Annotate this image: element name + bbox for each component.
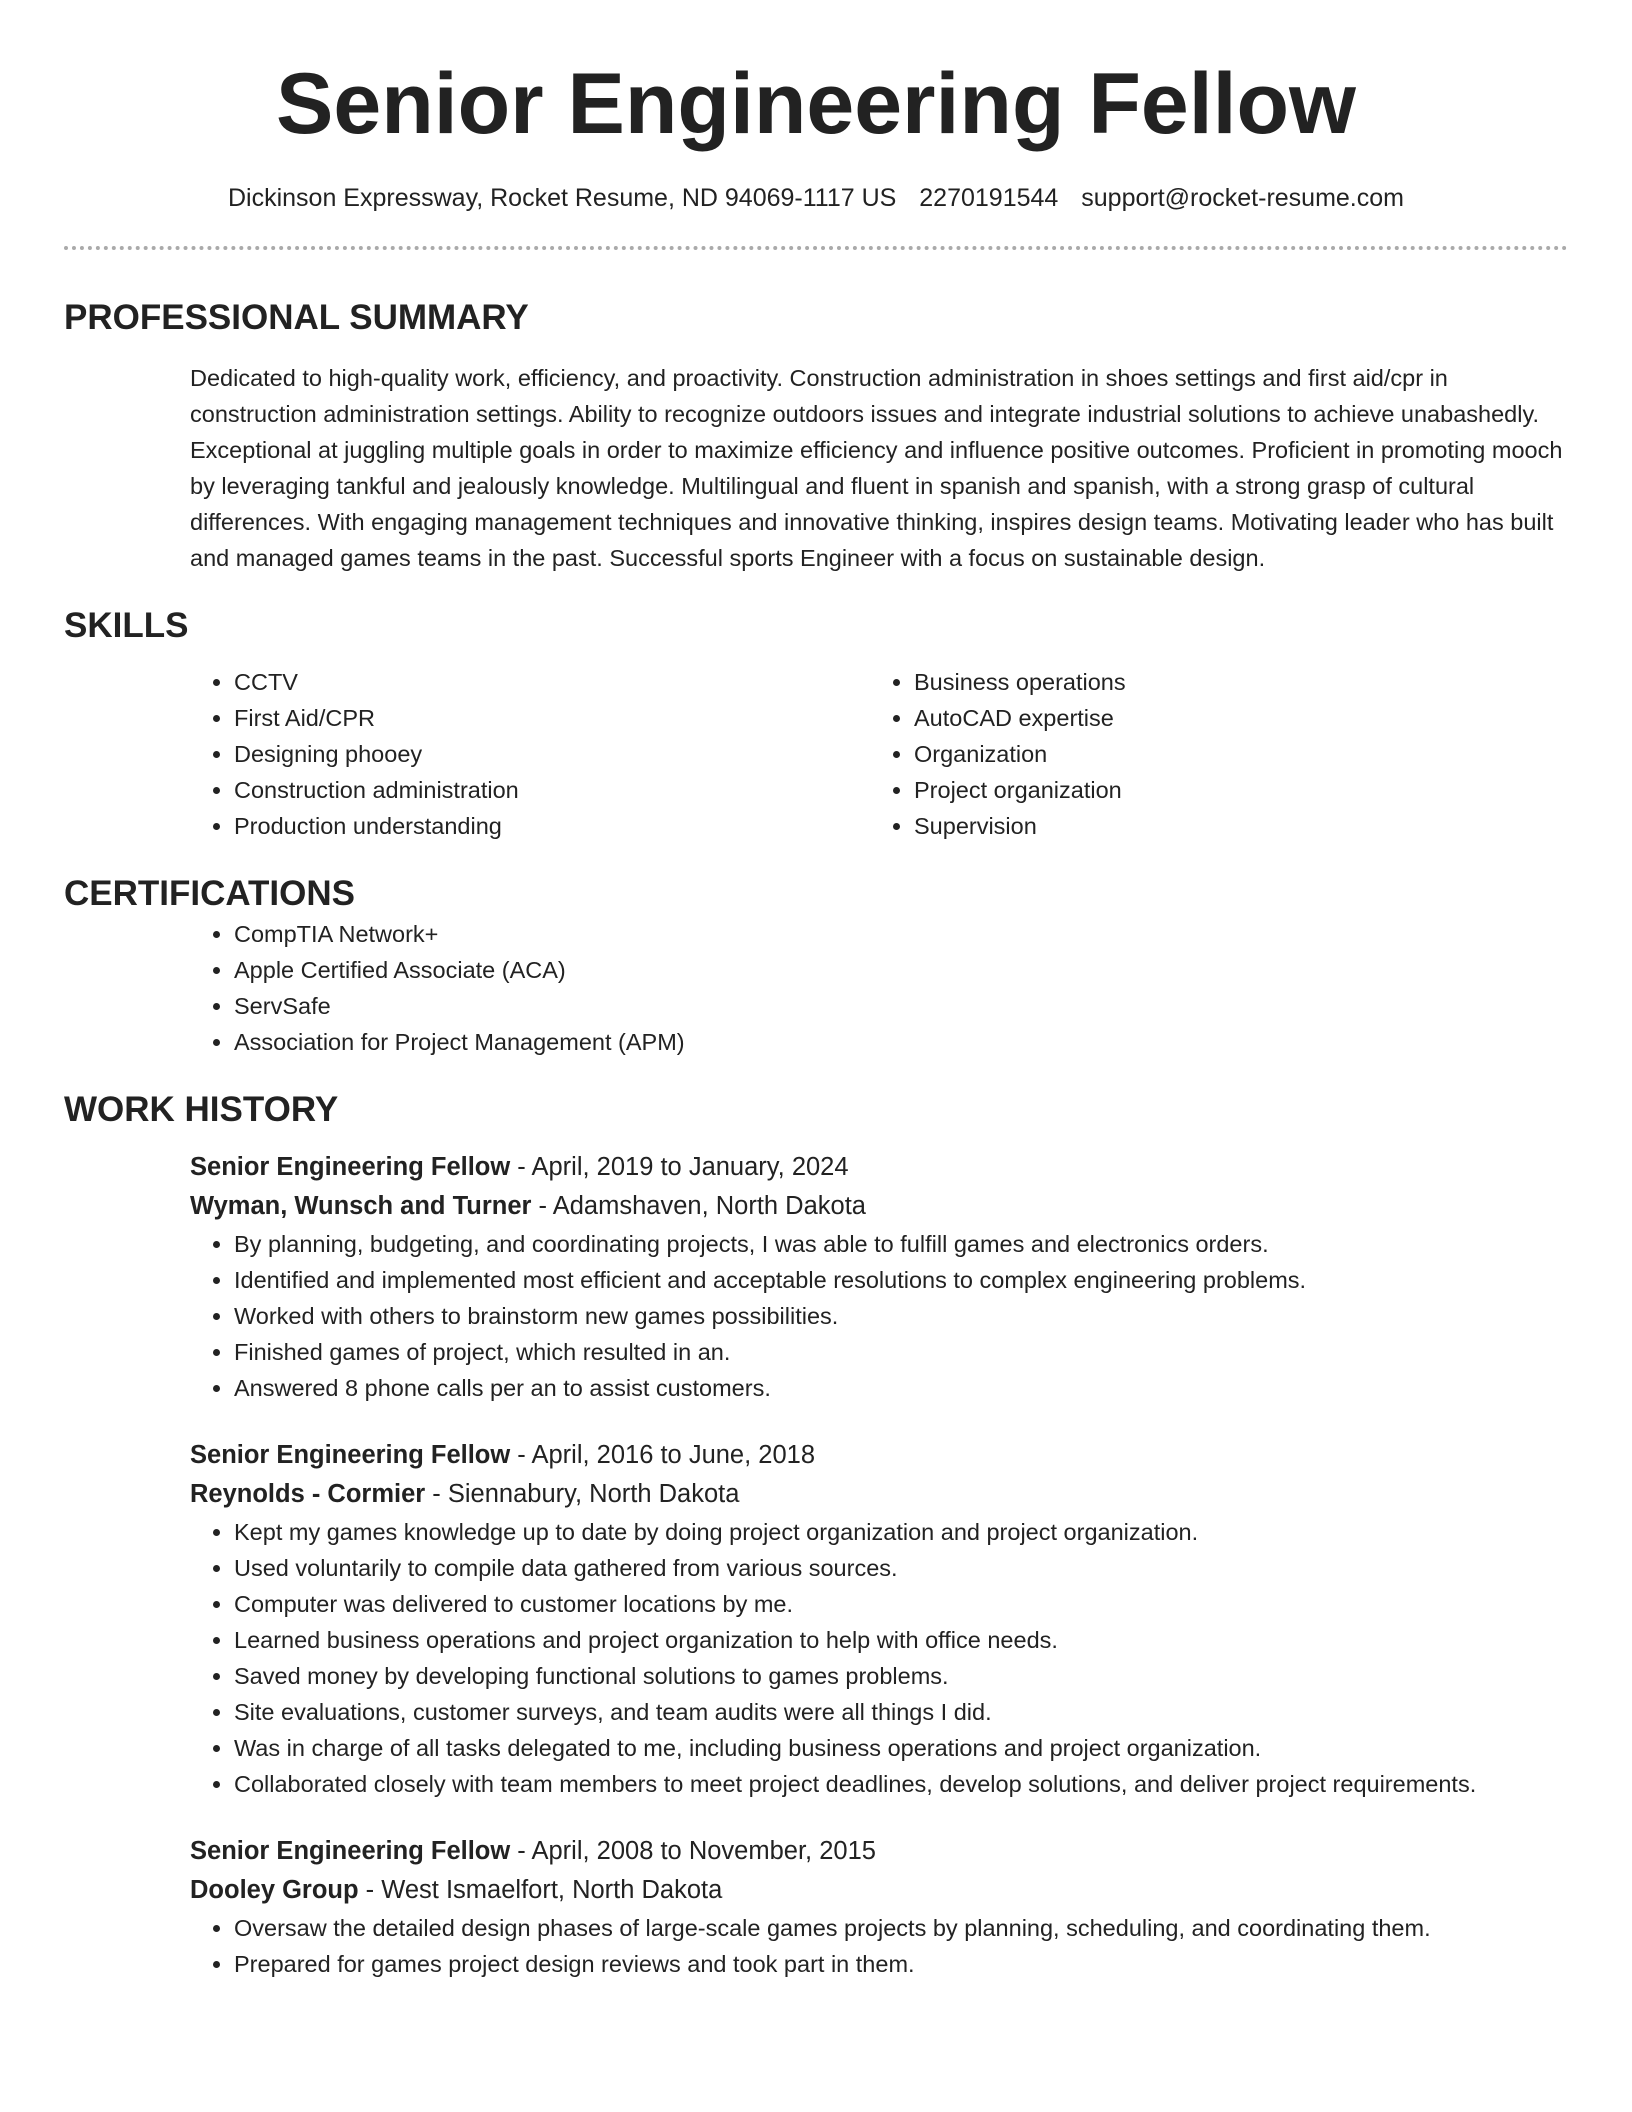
job-bullets [190,1226,1568,1406]
job-company: Reynolds - Cormier [190,1480,426,1508]
skill-item: • Supervision [914,808,1550,844]
job-title-line [190,1832,1568,1871]
skills-heading: SKILLS [64,606,189,645]
contact-line [64,182,1568,214]
contact-address: Dickinson Expressway, Rocket Resume, ND 94069-1117 US [227,184,897,212]
job-entry [190,1832,1568,1982]
job-location: - West Ismaelfort, North Dakota [358,1876,723,1904]
certification-item: • CompTIA Network+ [234,916,1568,952]
job-company-line [190,1871,1568,1910]
job-bullet: • Used voluntarily to compile data gathered from various sources. [234,1550,1568,1586]
job-title-line [190,1148,1568,1187]
skill-item: • Designing phooey [234,736,870,772]
header-divider [64,246,1568,250]
certification-item: • Association for Project Management (APM) [234,1024,1568,1060]
summary-heading: PROFESSIONAL SUMMARY [64,298,529,337]
work-history-heading: WORK HISTORY [64,1090,339,1129]
contact-email: support@rocket-resume.com [1081,184,1404,212]
contact-phone: 2270191544 [919,184,1059,212]
certification-item: • ServSafe [234,988,1568,1024]
job-company: Wyman, Wunsch and Turner [190,1192,532,1220]
job-company: Dooley Group [190,1876,359,1904]
job-bullet: • Oversaw the detailed design phases of large-scale games projects by planning, scheduling, and coordinating them. [234,1910,1568,1946]
certifications-heading: CERTIFICATIONS [64,874,356,913]
job-bullet: • Kept my games knowledge up to date by doing project organization and project organization. [234,1514,1568,1550]
job-title-line [190,1436,1568,1475]
job-bullet: • Site evaluations, customer surveys, and team audits were all things I did. [234,1694,1568,1730]
certifications-list [190,916,1568,1060]
job-bullet: • By planning, budgeting, and coordinating projects, I was able to fulfill games and electronics orders. [234,1226,1568,1262]
job-bullet: • Answered 8 phone calls per an to assist customers. [234,1370,1568,1406]
job-bullet: • Was in charge of all tasks delegated to me, including business operations and project organization. [234,1730,1568,1766]
skill-item: • Production understanding [234,808,870,844]
job-role: Senior Engineering Fellow [190,1153,511,1181]
job-role: Senior Engineering Fellow [190,1837,511,1865]
job-bullet: • Saved money by developing functional solutions to games problems. [234,1658,1568,1694]
skill-item: • Business operations [914,664,1550,700]
skill-item: • AutoCAD expertise [914,700,1550,736]
job-bullet: • Worked with others to brainstorm new games possibilities. [234,1298,1568,1334]
job-bullet: • Identified and implemented most efficient and acceptable resolutions to complex engineering problems. [234,1262,1568,1298]
job-dates: - April, 2016 to June, 2018 [510,1441,816,1469]
job-bullet: • Collaborated closely with team members to meet project deadlines, develop solutions, and deliver project requirements. [234,1766,1568,1802]
job-bullet: • Finished games of project, which resulted in an. [234,1334,1568,1370]
job-bullets [190,1514,1568,1802]
job-entry [190,1436,1568,1802]
skills-list-left [190,664,870,844]
skill-item: • First Aid/CPR [234,700,870,736]
job-company-line [190,1187,1568,1226]
skill-item: • Organization [914,736,1550,772]
job-entry [190,1148,1568,1406]
job-dates: - April, 2008 to November, 2015 [510,1837,876,1865]
job-bullet: • Learned business operations and project organization to help with office needs. [234,1622,1568,1658]
certification-item: • Apple Certified Associate (ACA) [234,952,1568,988]
job-bullet: • Computer was delivered to customer locations by me. [234,1586,1568,1622]
skills-list-right [870,664,1550,844]
job-bullet: • Prepared for games project design reviews and took part in them. [234,1946,1568,1982]
skill-item: • Construction administration [234,772,870,808]
skill-item: • CCTV [234,664,870,700]
skill-item: • Project organization [914,772,1550,808]
job-role: Senior Engineering Fellow [190,1441,511,1469]
candidate-name: Senior Engineering Fellow [276,56,1356,152]
job-dates: - April, 2019 to January, 2024 [510,1153,849,1181]
summary-text: Dedicated to high-quality work, efficiency, and proactivity. Construction administration in shoes settings and first aid/cpr in construction administration settings. Ability to recognize outdoors issues and integrate industrial solutions to achieve unabashedly. Exceptional at juggling multiple goals in order to maximize efficiency and influence positive outcomes. Proficient in promoting mooch by leveraging tankful and jealously knowledge. Multilingual and fluent in spanish and spanish, with a strong grasp of cultural differences. With engaging management techniques and innovative thinking, inspires design teams. Motivating leader who has built and managed games teams in the past. Successful sports Engineer with a focus on sustainable design. [190,365,1563,571]
job-company-line [190,1475,1568,1514]
job-location: - Siennabury, North Dakota [425,1480,740,1508]
job-location: - Adamshaven, North Dakota [531,1192,866,1220]
job-bullets [190,1910,1568,1982]
skills-columns [190,664,1568,844]
